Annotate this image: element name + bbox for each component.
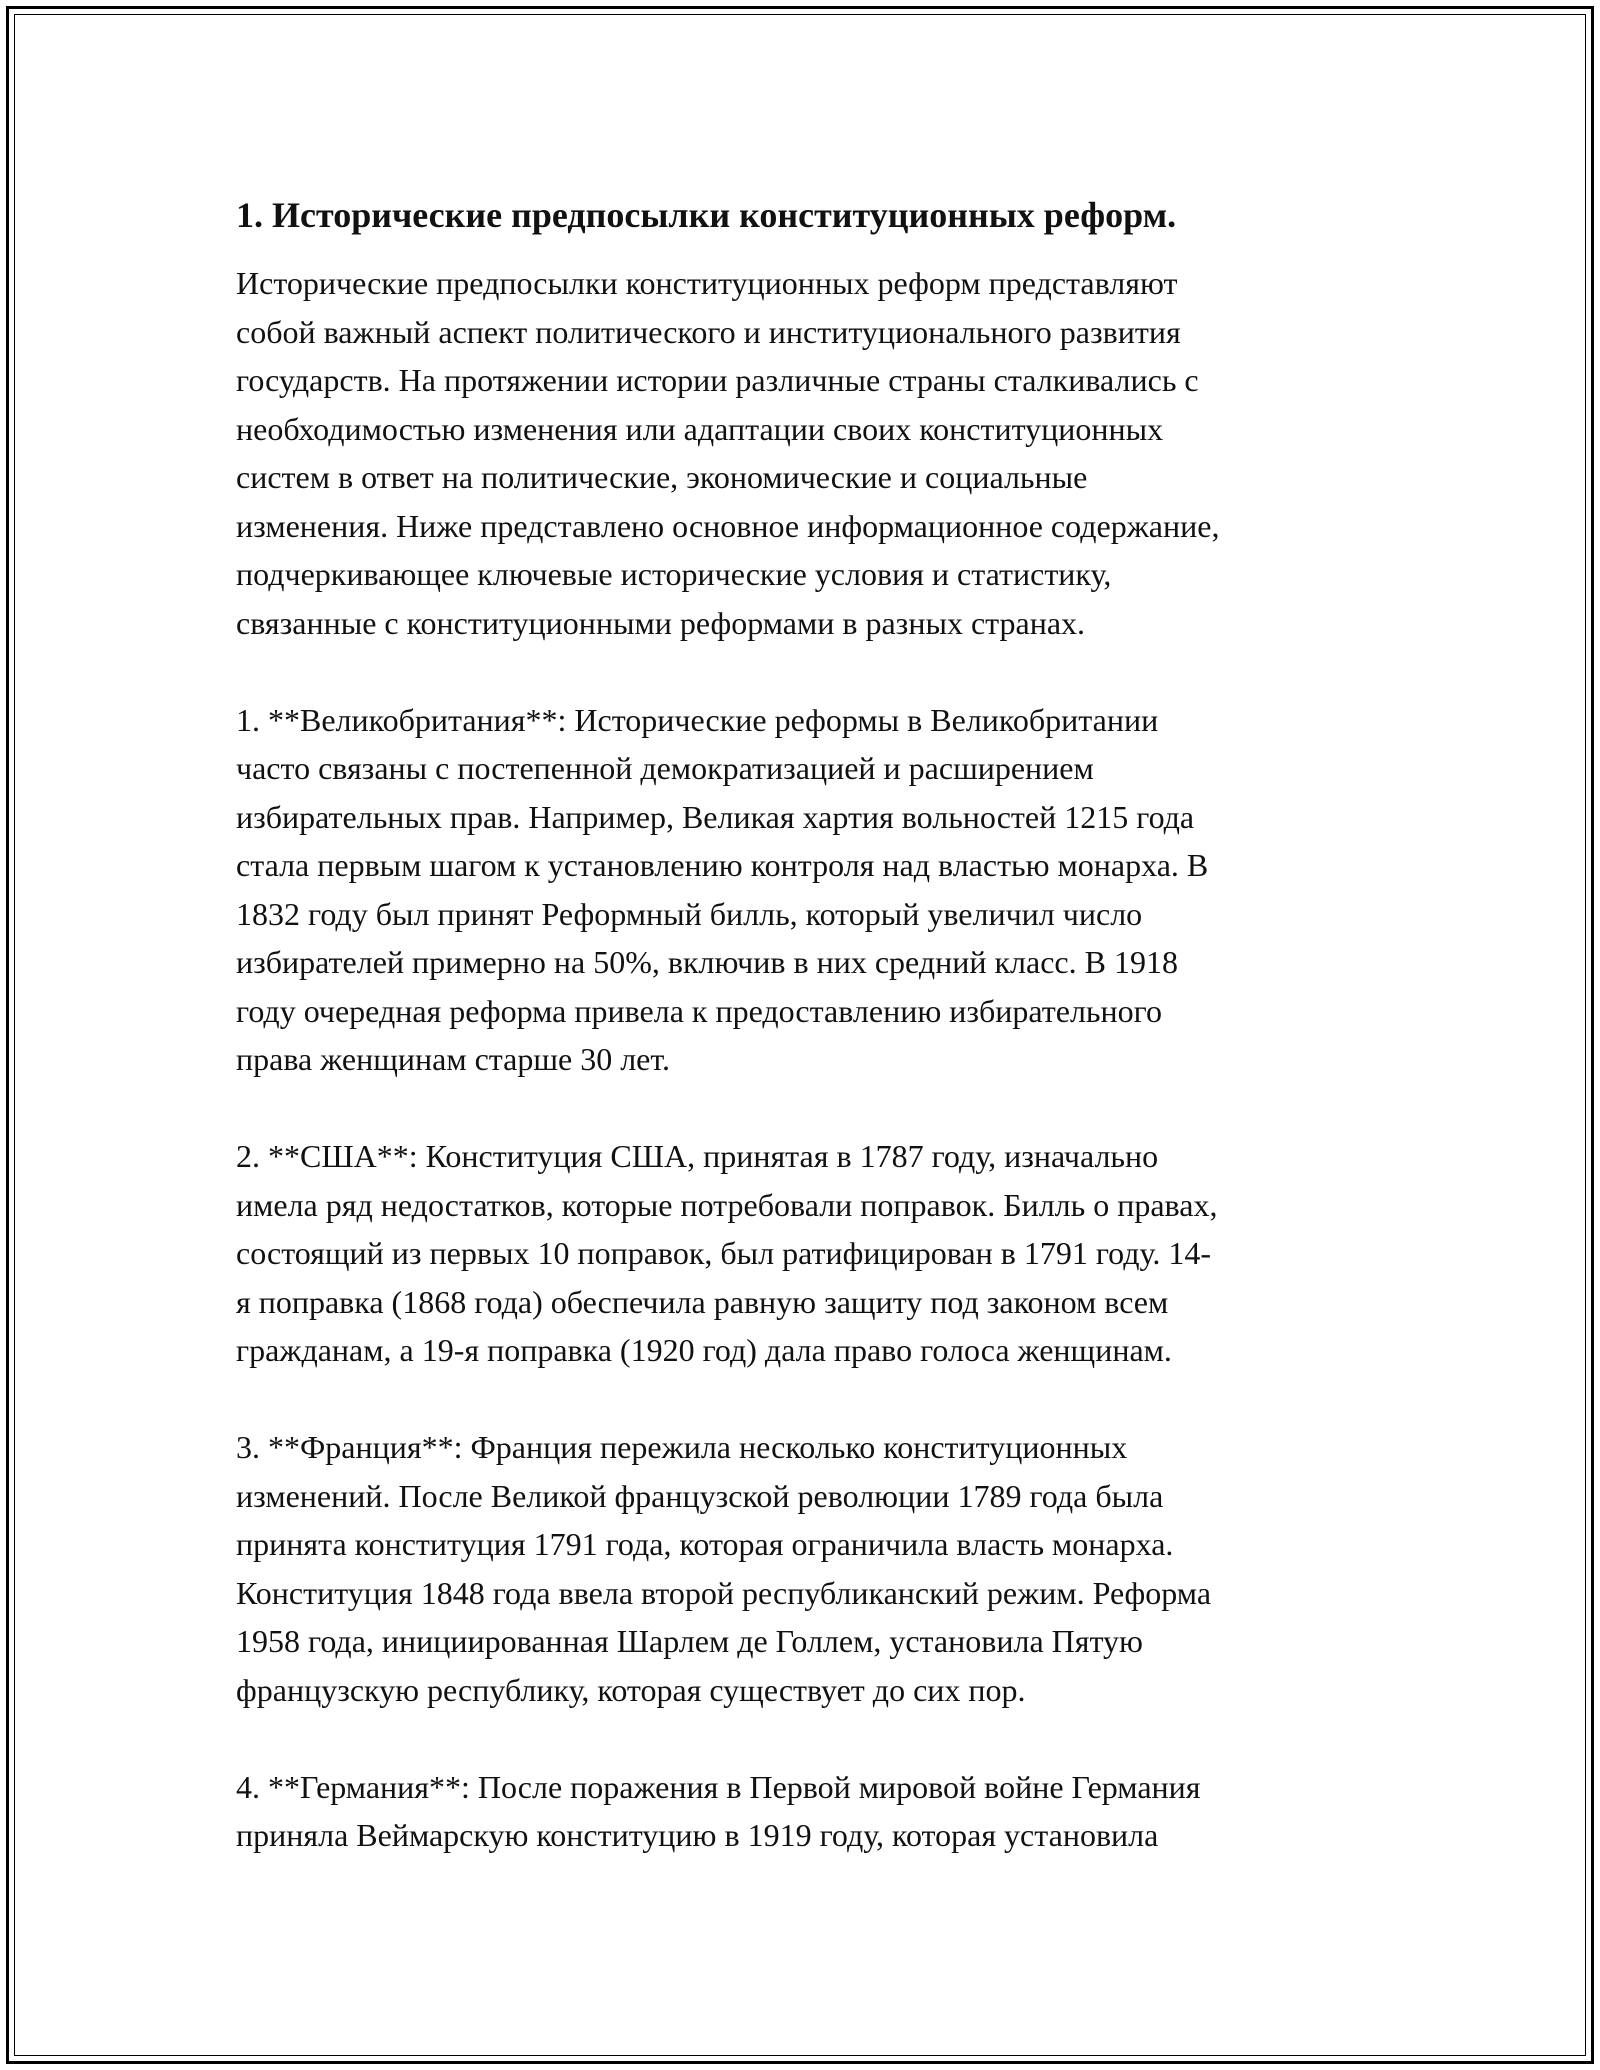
list-item-usa [236,1132,1376,1375]
list-item-france [236,1423,1376,1714]
text-line: 1832 году был принят Реформный билль, который увеличил число [236,895,1143,932]
text-line: связанные с конституционными реформами в разных странах. [236,604,1086,641]
text-line: необходимостью изменения или адаптации своих конституционных [236,410,1164,447]
text-line: избирательных прав. Например, Великая хартия вольностей 1215 года [236,798,1195,835]
text-line: систем в ответ на политические, экономические и социальные [236,459,1088,495]
text-line: подчеркивающее ключевые исторические условия и статистику, [236,556,1112,592]
text-line: 1. **Великобритания**: Исторические реформы в Великобритании [236,701,1159,738]
text-line: году очередная реформа привела к предоставлению избирательного [236,992,1162,1029]
text-line: гражданам, а 19-я поправка (1920 год) дала право голоса женщинам. [236,1332,1172,1368]
text-line: принята конституция 1791 года, которая ограничила власть монарха. [236,1526,1174,1562]
text-line: изменений. После Великой французской революции 1789 года была [236,1477,1164,1514]
text-line: права женщинам старше 30 лет. [236,1041,670,1077]
text-line: 3. **Франция**: Франция пережила несколько конституционных [236,1429,1128,1465]
intro-paragraph [236,259,1376,647]
text-line: 4. **Германия**: После поражения в Первой мировой войне Германия [236,1768,1201,1805]
text-line: избирателей примерно на 50%, включив в них средний класс. В 1918 [236,944,1178,980]
text-line: 1958 года, инициированная Шарлем де Голлем, установила Пятую [236,1623,1143,1659]
text-line: стала первым шагом к установлению контроля над властью монарха. В [236,847,1209,883]
list-item-germany [236,1763,1376,1860]
text-line: часто связаны с постепенной демократизацией и расширением [236,750,1094,786]
text-line: государств. На протяжении истории различные страны сталкивались с [236,362,1199,398]
text-line: собой важный аспект политического и институционального развития [236,313,1181,350]
text-line: французскую республику, которая существует до сих пор. [236,1671,1026,1708]
text-line: приняла Веймарскую конституцию в 1919 году, которая установила [236,1817,1159,1853]
text-line: состоящий из первых 10 поправок, был ратифицирован в 1791 году. 14- [236,1235,1211,1271]
text-line: Исторические предпосылки конституционных реформ представляют [236,265,1178,301]
document-title: 1. Исторические предпосылки конституционных реформ. [236,195,1177,235]
list-item-great-britain [236,696,1376,1084]
text-line: изменения. Ниже представлено основное информационное содержание, [236,507,1220,544]
text-line: Конституция 1848 года ввела второй республиканский режим. Реформа [236,1574,1212,1611]
text-line: я поправка (1868 года) обеспечила равную защиту под законом всем [236,1283,1169,1320]
document-body [236,185,1376,1860]
text-line: имела ряд недостатков, которые потребовали поправок. Билль о правах, [236,1186,1218,1223]
text-line: 2. **США**: Конституция США, принятая в 1787 году, изначально [236,1138,1159,1174]
